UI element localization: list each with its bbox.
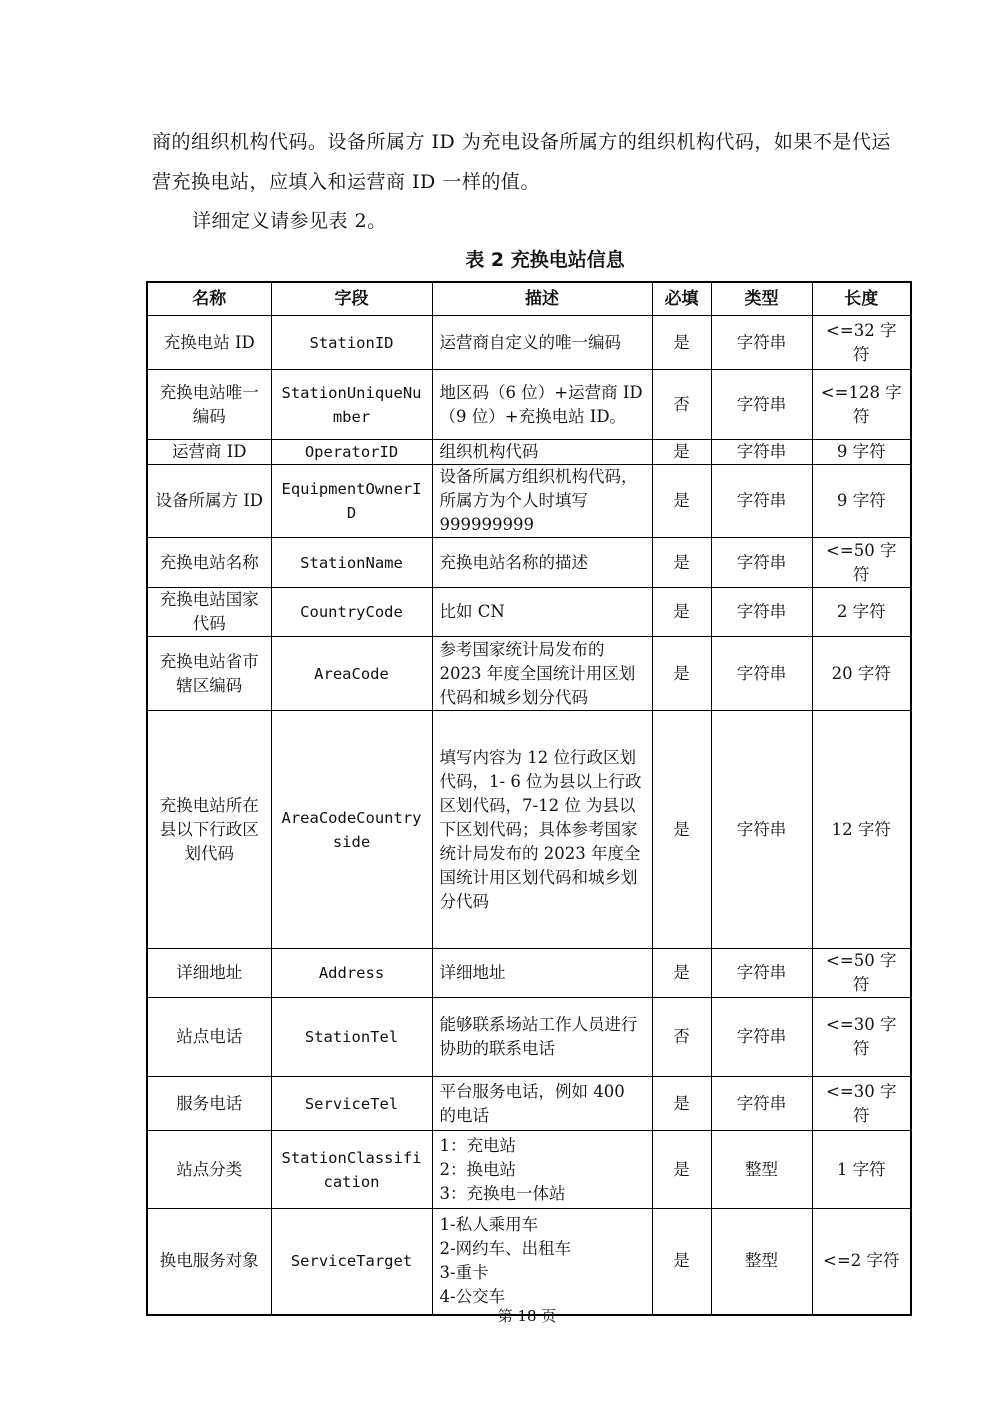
cell-length: 9 字符 (812, 465, 911, 538)
cell-desc: 1-私人乘用车 2-网约车、出租车 3-重卡 4-公交车 (432, 1209, 652, 1315)
cell-name: 充换电站名称 (147, 538, 271, 588)
cell-field: Address (271, 949, 432, 998)
cell-required: 是 (652, 465, 711, 538)
cell-name: 充换电站唯一编码 (147, 370, 271, 440)
table-row (147, 711, 911, 949)
cell-length: 2 字符 (812, 588, 911, 637)
table-row (147, 440, 911, 465)
cell-length: <=50 字符 (812, 949, 911, 998)
cell-length: <=128 字符 (812, 370, 911, 440)
paragraph-reference: 详细定义请参见表 2。 (192, 210, 387, 232)
cell-field: StationTel (271, 998, 432, 1077)
cell-desc: 比如 CN (432, 588, 652, 637)
cell-name: 站点分类 (147, 1131, 271, 1209)
cell-desc: 详细地址 (432, 949, 652, 998)
cell-length: 12 字符 (812, 711, 911, 949)
cell-required: 是 (652, 588, 711, 637)
cell-length: <=32 字符 (812, 316, 911, 370)
cell-desc: 能够联系场站工作人员进行协助的联系电话 (432, 998, 652, 1077)
table-row (147, 637, 911, 711)
header-length: 长度 (812, 282, 911, 316)
cell-desc: 1：充电站 2：换电站 3：充换电一体站 (432, 1131, 652, 1209)
cell-required: 是 (652, 538, 711, 588)
cell-length: <=50 字符 (812, 538, 911, 588)
header-type: 类型 (711, 282, 812, 316)
cell-required: 是 (652, 316, 711, 370)
cell-desc: 设备所属方组织机构代码，所属方为个人时填写 999999999 (432, 465, 652, 538)
cell-desc: 充换电站名称的描述 (432, 538, 652, 588)
cell-name: 详细地址 (147, 949, 271, 998)
cell-length: 1 字符 (812, 1131, 911, 1209)
cell-length: 20 字符 (812, 637, 911, 711)
cell-type: 整型 (711, 1131, 812, 1209)
cell-required: 是 (652, 637, 711, 711)
cell-field: EquipmentOwnerID (271, 465, 432, 538)
cell-required: 是 (652, 1131, 711, 1209)
cell-length: <=30 字符 (812, 998, 911, 1077)
cell-field: AreaCodeCountryside (271, 711, 432, 949)
cell-required: 是 (652, 711, 711, 949)
cell-required: 是 (652, 440, 711, 465)
cell-type: 字符串 (711, 588, 812, 637)
cell-field: StationName (271, 538, 432, 588)
cell-field: StationID (271, 316, 432, 370)
cell-name: 充换电站 ID (147, 316, 271, 370)
cell-field: AreaCode (271, 637, 432, 711)
cell-desc: 运营商自定义的唯一编码 (432, 316, 652, 370)
cell-required: 否 (652, 370, 711, 440)
cell-type: 字符串 (711, 998, 812, 1077)
header-field: 字段 (271, 282, 432, 316)
table-row (147, 465, 911, 538)
cell-required: 是 (652, 949, 711, 998)
paragraph-intro: 商的组织机构代码。设备所属方 ID 为充电设备所属方的组织机构代码，如果不是代运营充换电站，应填入和运营商 ID 一样的值。 (152, 131, 891, 193)
station-info-table (146, 281, 912, 1316)
cell-name: 充换电站所在县以下行政区划代码 (147, 711, 271, 949)
cell-desc: 平台服务电话，例如 400 的电话 (432, 1077, 652, 1131)
cell-type: 字符串 (711, 465, 812, 538)
cell-name: 站点电话 (147, 998, 271, 1077)
cell-name: 充换电站省市辖区编码 (147, 637, 271, 711)
table-caption: 表 2 充换电站信息 (465, 249, 625, 271)
cell-length: <=30 字符 (812, 1077, 911, 1131)
cell-required: 是 (652, 1077, 711, 1131)
table-row (147, 1131, 911, 1209)
cell-length: <=2 字符 (812, 1209, 911, 1315)
cell-name: 服务电话 (147, 1077, 271, 1131)
cell-desc: 参考国家统计局发布的 2023 年度全国统计用区划代码和城乡划分代码 (432, 637, 652, 711)
header-desc: 描述 (432, 282, 652, 316)
cell-type: 字符串 (711, 637, 812, 711)
cell-type: 字符串 (711, 370, 812, 440)
cell-required: 是 (652, 1209, 711, 1315)
cell-type: 字符串 (711, 440, 812, 465)
cell-field: ServiceTarget (271, 1209, 432, 1315)
cell-type: 字符串 (711, 949, 812, 998)
cell-name: 换电服务对象 (147, 1209, 271, 1315)
table-row (147, 538, 911, 588)
page-number: 第 18 页 (497, 1307, 557, 1325)
cell-field: CountryCode (271, 588, 432, 637)
table-row (147, 1077, 911, 1131)
table-row (147, 370, 911, 440)
cell-type: 字符串 (711, 1077, 812, 1131)
cell-name: 运营商 ID (147, 440, 271, 465)
cell-length: 9 字符 (812, 440, 911, 465)
table-row (147, 316, 911, 370)
cell-field: OperatorID (271, 440, 432, 465)
table-row (147, 1209, 911, 1315)
cell-type: 字符串 (711, 711, 812, 949)
cell-field: StationUniqueNumber (271, 370, 432, 440)
table-row (147, 949, 911, 998)
cell-field: ServiceTel (271, 1077, 432, 1131)
cell-required: 否 (652, 998, 711, 1077)
cell-name: 充换电站国家代码 (147, 588, 271, 637)
cell-field: StationClassification (271, 1131, 432, 1209)
cell-desc: 填写内容为 12 位行政区划代码，1- 6 位为县以上行政 区划代码，7-12 位 为县以下区划代码；具体参考国家统计局发布的 2023 年度全国统计用区划代码和城乡划分代码 (432, 711, 652, 949)
table-header-row (147, 282, 911, 316)
table-row (147, 998, 911, 1077)
cell-type: 字符串 (711, 316, 812, 370)
table-row (147, 588, 911, 637)
header-required: 必填 (652, 282, 711, 316)
cell-type: 整型 (711, 1209, 812, 1315)
cell-type: 字符串 (711, 538, 812, 588)
cell-desc: 组织机构代码 (432, 440, 652, 465)
cell-desc: 地区码（6 位）+运营商 ID（9 位）+充换电站 ID。 (432, 370, 652, 440)
cell-name: 设备所属方 ID (147, 465, 271, 538)
header-name: 名称 (147, 282, 271, 316)
